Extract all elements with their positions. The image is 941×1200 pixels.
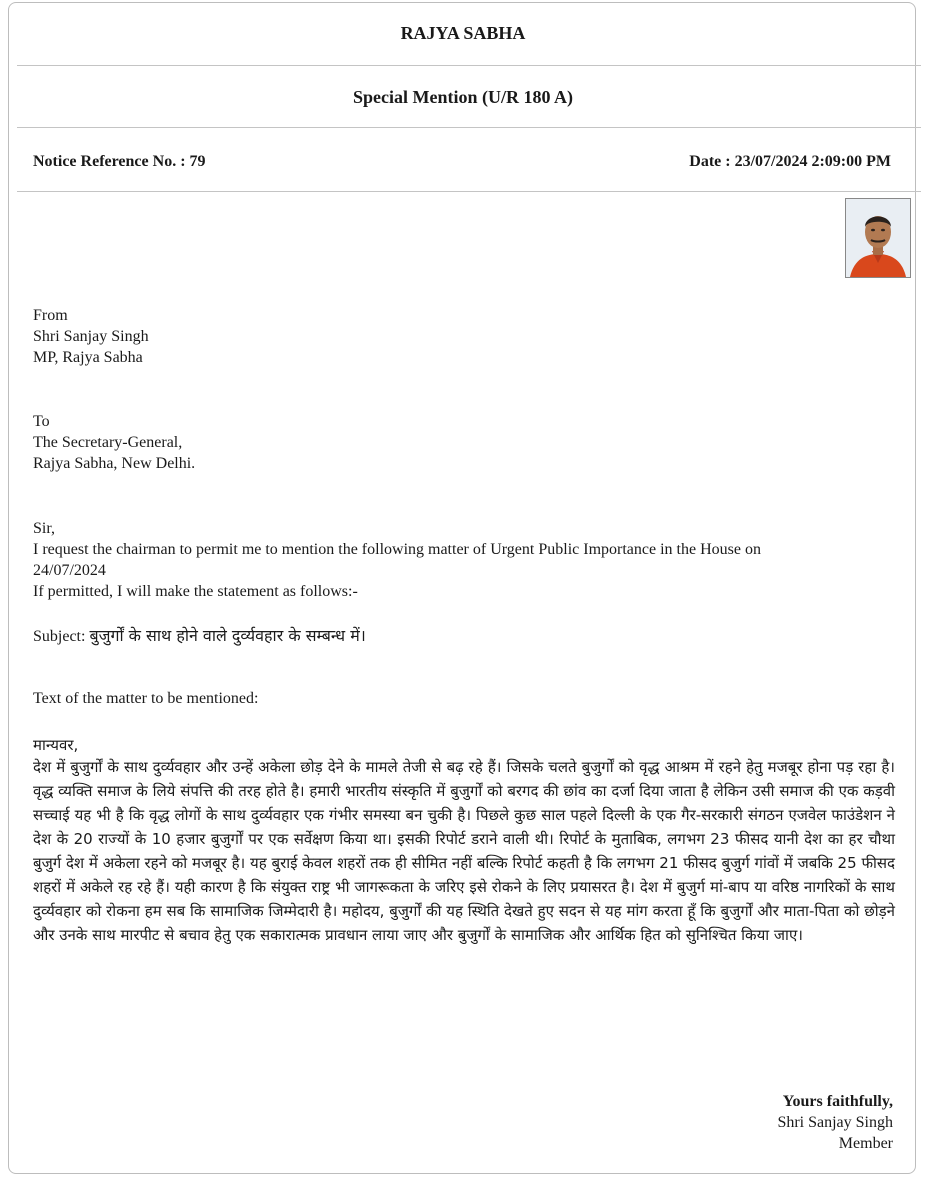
matter-label: Text of the matter to be mentioned: xyxy=(33,690,259,707)
request-line1: I request the chairman to permit me to mention the following matter of Urgent Public Importance in the House on xyxy=(33,541,761,558)
divider xyxy=(17,65,921,66)
member-photo xyxy=(845,198,911,278)
request-line3: If permitted, I will make the statement as follows:- xyxy=(33,583,358,600)
subject-line xyxy=(33,625,366,647)
request-line2: 24/07/2024 xyxy=(33,562,106,579)
signature-role: Member xyxy=(838,1135,893,1152)
org-title: RAJYA SABHA xyxy=(400,23,526,43)
from-designation: MP, Rajya Sabha xyxy=(33,349,143,366)
signature-closing: Yours faithfully, xyxy=(782,1093,893,1110)
from-label: From xyxy=(33,307,68,324)
matter-address: मान्यवर, xyxy=(33,736,79,754)
notice-date: Date : 23/07/2024 2:09:00 PM xyxy=(689,153,891,170)
request-block xyxy=(33,518,761,602)
to-label: To xyxy=(33,413,50,430)
from-name: Shri Sanjay Singh xyxy=(33,328,149,345)
salutation: Sir, xyxy=(33,520,56,537)
divider xyxy=(17,191,921,192)
from-block xyxy=(33,305,149,368)
member-portrait-image xyxy=(846,199,910,277)
subject-label: Subject: xyxy=(33,628,86,645)
matter-body: देश में बुजुर्गों के साथ दुर्व्यवहार और उन्हें अकेला छोड़ देने के मामले तेजी से बढ़ रहे हैं। जिसके चलते बुजुर्गों को वृद्ध आश्रम में रहने हेतु मजबूर होना पड़ रहा है। वृद्ध व्यक्ति समाज के लिये संपत्ति की तरह होते है। हमारी भारतीय संस्कृति में बुजुर्गों को बरगद की छांव का दर्जा दिया जाता है लेकिन उसी समाज की एक कड़वी सच्चाई यह भी है कि वृद्ध लोगों के साथ दुर्व्यवहार एक गंभीर समस्या बन चुकी है। पिछले कुछ साल पहले दिल्ली के एक गैर-सरकारी संगठन एजवेल फाउंडेशन ने देश के 20 राज्यों के 10 हजार बुजुर्गों पर एक सर्वेक्षण किया था। इसकी रिपोर्ट डराने वाली थी। रिपोर्ट के मुताबिक, लगभग 23 फीसद यानी देश का हर चौथा बुजुर्ग देश में अकेला रहने को मजबूर है। यह बुराई केवल शहरों तक ही सीमित नहीं बल्कि रिपोर्ट कहती है कि लगभग 21 फीसद बुजुर्ग गांवों में जबकि 25 फीसद शहरों में अकेले रह रहे हैं। यही कारण है कि संयुक्त राष्ट्र भी जागरूकता के जरिए इसे रोकने के लिए प्रयासरत है। देश में बुजुर्ग मां-बाप या वरिष्ठ नागरिकों के साथ दुर्व्यवहार को रोकना हम सब कि सामाजिक जिम्मेदारी है। महोदय, बुजुर्गों की यह स्थिति देखते हुए सदन से यह मांग करता हूँ कि बुजुर्गों और माता-पिता को छोड़ने और उनके साथ मारपीट से बचाव हेतु एक सकारात्मक प्रावधान लाया जाए और बुजुर्गों के सामाजिक और आर्थिक हित को सुनिश्चित किया जाए। xyxy=(33,758,895,944)
doc-type-title: Special Mention (U/R 180 A) xyxy=(353,87,573,107)
notice-reference: Notice Reference No. : 79 xyxy=(33,153,206,170)
to-block xyxy=(33,411,195,474)
notice-frame xyxy=(8,2,916,1174)
subject-text: बुजुर्गों के साथ होने वाले दुर्व्यवहार के सम्बन्ध में। xyxy=(89,626,366,645)
to-line2: Rajya Sabha, New Delhi. xyxy=(33,455,196,472)
to-line1: The Secretary-General, xyxy=(33,434,183,451)
divider xyxy=(17,127,921,128)
signature-name: Shri Sanjay Singh xyxy=(777,1114,893,1131)
signature-block xyxy=(777,1091,893,1154)
